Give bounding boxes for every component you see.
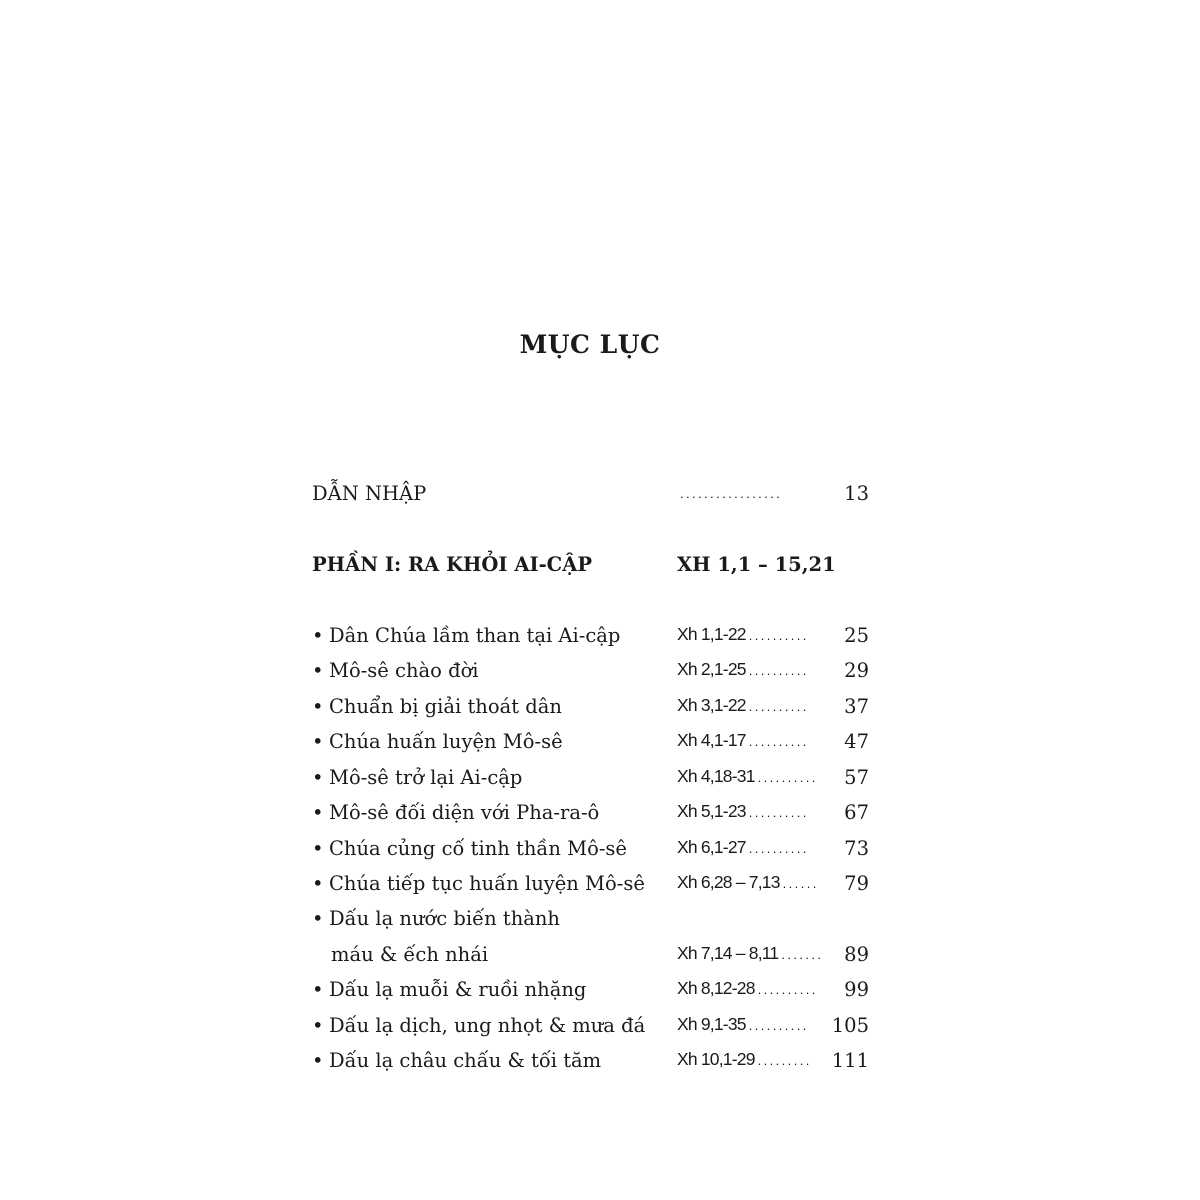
leader-dots: ....... bbox=[781, 947, 824, 962]
toc-entry-ref: Xh 5,1-23 bbox=[677, 801, 746, 821]
bullet-icon: • bbox=[312, 695, 324, 718]
leader-dots: .......... bbox=[748, 841, 809, 856]
toc-entry-title: Mô-sê trở lại Ai-cập bbox=[329, 766, 523, 789]
toc-entry bbox=[0, 837, 1200, 871]
toc-entry-title: máu & ếch nhái bbox=[331, 943, 489, 966]
toc-entry-ref: Xh 3,1-22 bbox=[677, 695, 746, 715]
toc-entry-title: Chúa tiếp tục huấn luyện Mô-sê bbox=[329, 872, 645, 895]
bullet-icon: • bbox=[312, 730, 324, 753]
toc-entry bbox=[0, 1014, 1200, 1048]
bullet-icon: • bbox=[312, 1014, 324, 1037]
bullet-icon: • bbox=[312, 766, 324, 789]
leader-dots: .......... bbox=[748, 628, 809, 643]
leader-dots: .......... bbox=[748, 699, 809, 714]
leader-dots: .......... bbox=[757, 770, 818, 785]
toc-entry-page: 57 bbox=[844, 766, 869, 789]
toc-entry-title: Chuẩn bị giải thoát dân bbox=[329, 695, 562, 718]
toc-entry bbox=[0, 766, 1200, 800]
toc-entry-title: Chúa huấn luyện Mô-sê bbox=[329, 730, 563, 753]
toc-entry-ref: Xh 4,1-17 bbox=[677, 730, 746, 750]
toc-entry bbox=[0, 1049, 1200, 1083]
bullet-icon: • bbox=[312, 837, 324, 860]
toc-entry-ref: Xh 7,14 – 8,11 bbox=[677, 943, 779, 963]
toc-entry-title: Mô-sê đối diện với Pha-ra-ô bbox=[329, 801, 600, 824]
toc-entry-ref: Xh 10,1-29 bbox=[677, 1049, 755, 1069]
toc-entry-page: 111 bbox=[831, 1049, 869, 1072]
toc-entry-page: 25 bbox=[844, 624, 869, 647]
toc-entry bbox=[0, 801, 1200, 835]
leader-dots: .......... bbox=[748, 1018, 809, 1033]
toc-entry-ref: Xh 8,12-28 bbox=[677, 978, 755, 998]
leader-dots: .......... bbox=[757, 982, 818, 997]
toc-entry-page: 79 bbox=[844, 872, 869, 895]
bullet-icon: • bbox=[312, 1049, 324, 1072]
part-ref: XH 1,1 – 15,21 bbox=[677, 553, 836, 576]
toc-entry-page: 47 bbox=[844, 730, 869, 753]
toc-entry-ref: Xh 6,28 – 7,13 bbox=[677, 872, 780, 892]
toc-intro-label: DẪN NHẬP bbox=[312, 482, 427, 505]
bullet-icon: • bbox=[312, 907, 324, 930]
toc-entry-page: 99 bbox=[844, 978, 869, 1001]
toc-entry bbox=[0, 695, 1200, 729]
toc-intro-page: 13 bbox=[844, 482, 869, 505]
toc-entry-page: 67 bbox=[844, 801, 869, 824]
part-title: PHẦN I: RA KHỎI AI-CẬP bbox=[312, 553, 592, 576]
toc-entry-continuation bbox=[0, 943, 1200, 977]
toc-entry bbox=[0, 978, 1200, 1012]
toc-entry bbox=[0, 872, 1200, 906]
toc-entry-page: 37 bbox=[844, 695, 869, 718]
toc-entry-ref: Xh 1,1-22 bbox=[677, 624, 746, 644]
toc-entry-title: Dấu lạ nước biến thành bbox=[329, 907, 560, 930]
toc-entry bbox=[0, 659, 1200, 693]
toc-entry-title: Dấu lạ châu chấu & tối tăm bbox=[329, 1049, 602, 1072]
toc-intro-row bbox=[0, 482, 1200, 516]
toc-entry-title: Mô-sê chào đời bbox=[329, 659, 479, 682]
toc-entry-ref: Xh 9,1-35 bbox=[677, 1014, 746, 1034]
toc-entry-ref: Xh 6,1-27 bbox=[677, 837, 746, 857]
leader-dots: .......... bbox=[748, 805, 809, 820]
bullet-icon: • bbox=[312, 801, 324, 824]
leader-dots: .......... bbox=[748, 663, 809, 678]
leader-dots: ...... bbox=[782, 876, 819, 891]
toc-entry-page: 105 bbox=[831, 1014, 869, 1037]
leader-dots: .......... bbox=[748, 734, 809, 749]
toc-entry-title: Dấu lạ dịch, ung nhọt & mưa đá bbox=[329, 1014, 646, 1037]
toc-entry-title: Chúa củng cố tinh thần Mô-sê bbox=[329, 837, 627, 860]
toc-intro-ref bbox=[677, 482, 782, 503]
toc-entry bbox=[0, 907, 1200, 941]
leader-dots: ................. bbox=[680, 486, 783, 501]
bullet-icon: • bbox=[312, 659, 324, 682]
bullet-icon: • bbox=[312, 624, 324, 647]
toc-entry bbox=[0, 624, 1200, 658]
toc-part-heading bbox=[0, 553, 1200, 587]
toc-entry-page: 73 bbox=[844, 837, 869, 860]
toc-entry-page: 89 bbox=[844, 943, 869, 966]
toc-entry-page: 29 bbox=[844, 659, 869, 682]
bullet-icon: • bbox=[312, 978, 324, 1001]
toc-entry-title: Dấu lạ muỗi & ruồi nhặng bbox=[329, 978, 587, 1001]
leader-dots: ......... bbox=[757, 1053, 812, 1068]
toc-entry-ref: Xh 2,1-25 bbox=[677, 659, 746, 679]
toc-entry-title: Dân Chúa lầm than tại Ai-cập bbox=[329, 624, 621, 647]
bullet-icon: • bbox=[312, 872, 324, 895]
page-title: MỤC LỤC bbox=[519, 330, 661, 359]
toc-entry-ref: Xh 4,18-31 bbox=[677, 766, 755, 786]
toc-entry bbox=[0, 730, 1200, 764]
